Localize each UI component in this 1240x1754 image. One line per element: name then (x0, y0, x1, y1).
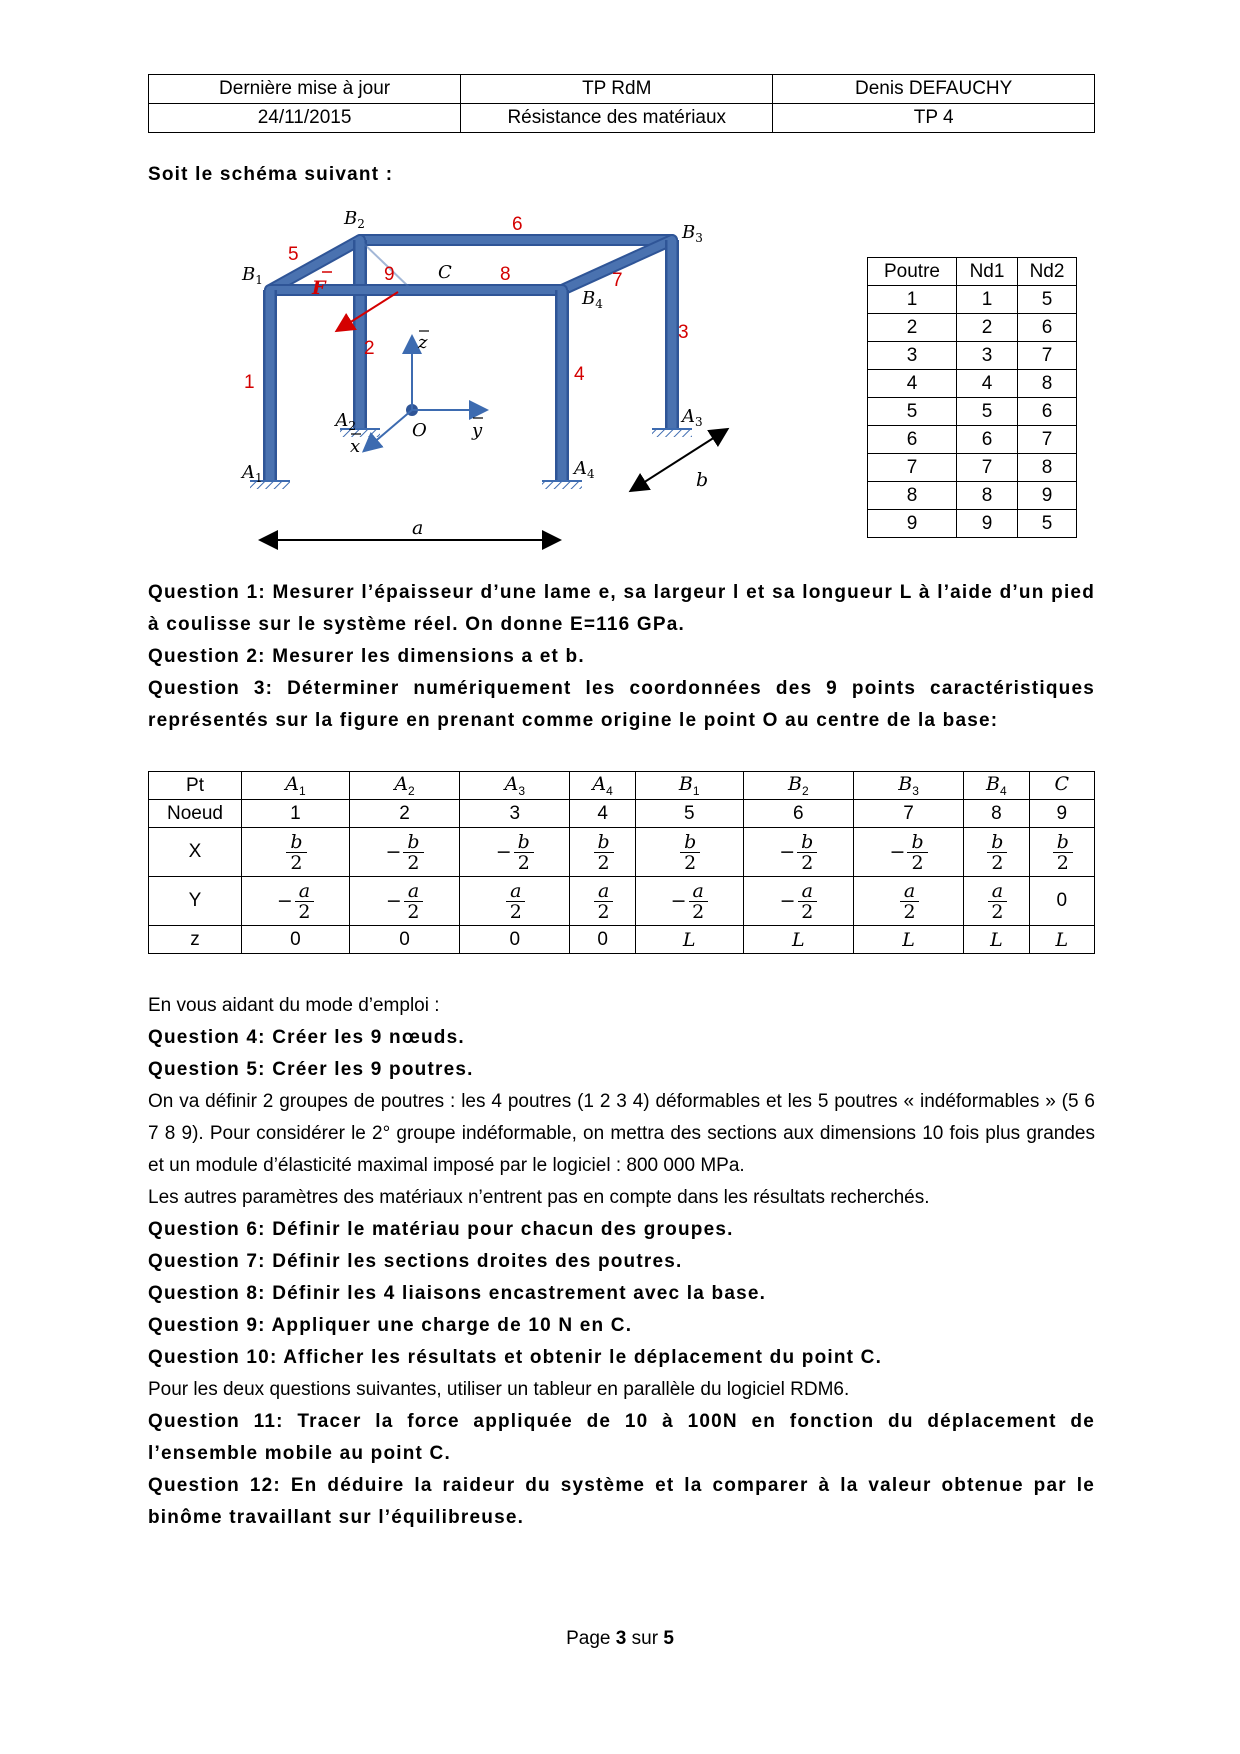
beam-table-cell: 7 (957, 454, 1018, 482)
fraction-denominator: 2 (298, 900, 311, 923)
row-label-x: X (149, 828, 242, 877)
dimension-b-label: b (696, 469, 709, 491)
fraction-body (403, 832, 423, 873)
node-cell: 1 (242, 800, 350, 828)
fraction-sign: − (385, 841, 402, 863)
footer-current-page: 3 (615, 1628, 627, 1649)
point-name-cell (349, 772, 459, 800)
row-label-z: z (149, 926, 242, 954)
beam-table-row (868, 482, 1077, 510)
fraction-body (404, 881, 423, 922)
coord-cell (242, 828, 350, 877)
fraction (284, 832, 306, 873)
z-cell: L (964, 926, 1029, 954)
z-cell: L (1029, 926, 1094, 954)
point-subscript: 4 (1000, 783, 1007, 798)
label-b3: $B_3$ (682, 222, 703, 245)
coord-cell (853, 877, 963, 926)
fraction-denominator: 2 (684, 851, 697, 874)
fraction-body (988, 881, 1007, 922)
point-name: A (394, 773, 409, 796)
question-11: Question 11: Tracer la force appliquée de 10 à 100N en fonction du déplacement de l’ensemble mobile au point C. (148, 1411, 1095, 1464)
fraction-numerator: b (987, 832, 1007, 853)
point-name-cell (570, 772, 635, 800)
point-subscript: 1 (692, 783, 700, 798)
point-name: B (678, 773, 693, 796)
beam-table-row (868, 454, 1077, 482)
point-name: A (504, 773, 519, 796)
question-4: Question 4: Créer les 9 nœuds. (148, 1027, 465, 1048)
fraction-numerator: b (797, 832, 817, 853)
z-cell: 0 (349, 926, 459, 954)
fraction (890, 832, 928, 873)
beam-table-cell: 1 (957, 286, 1018, 314)
beam-number-9: 9 (384, 264, 395, 285)
beam-table-row (868, 314, 1077, 342)
fraction-denominator: 2 (1056, 851, 1069, 874)
z-cell: 0 (570, 926, 635, 954)
point-name: C (1054, 773, 1070, 796)
beam-table-cell: 8 (868, 482, 957, 510)
support-a3 (652, 429, 692, 437)
beam-table-cell: 3 (957, 342, 1018, 370)
axis-x-label: x (350, 436, 361, 457)
coord-cell (1029, 828, 1094, 877)
origin-label: O (412, 420, 427, 441)
point-subscript: 1 (298, 783, 306, 798)
coord-cell (635, 877, 743, 926)
point-name: B (787, 773, 802, 796)
fraction-denominator: 2 (991, 851, 1004, 874)
beam-table-cell: 7 (1018, 342, 1077, 370)
coord-cell (964, 877, 1029, 926)
question-2: Question 2: Mesurer les dimensions a et b. (148, 646, 585, 667)
node-cell: 2 (349, 800, 459, 828)
fraction-denominator: 2 (517, 851, 530, 874)
fraction-denominator: 2 (597, 851, 610, 874)
label-b4: $B_4$ (582, 288, 603, 311)
question-5: Question 5: Créer les 9 poutres. (148, 1059, 474, 1080)
footer-prefix: Page (566, 1628, 611, 1649)
coord-cell (242, 877, 350, 926)
point-name-cell (635, 772, 743, 800)
header-subject: Résistance des matériaux (461, 104, 773, 133)
force-arrow (338, 292, 398, 330)
label-a4: $A_4$ (574, 458, 595, 481)
fraction-body (506, 881, 525, 922)
fraction-numerator: b (1053, 832, 1073, 853)
beam-table-cell: 2 (868, 314, 957, 342)
fraction-body (295, 881, 314, 922)
fraction-denominator: 2 (407, 851, 420, 874)
point-name: A (285, 773, 299, 796)
point-name: B (898, 773, 913, 796)
fraction (504, 881, 525, 922)
beam-table-cell: 1 (868, 286, 957, 314)
fraction-body (680, 832, 700, 873)
question-7: Question 7: Définir les sections droites des poutres. (148, 1251, 683, 1272)
question-12: Question 12: En déduire la raideur du système et la comparer à la valeur obtenue par le binôme travaillant sur l’équilibreuse. (148, 1475, 1095, 1528)
fraction-numerator: a (506, 881, 525, 902)
row-label-y: Y (149, 877, 242, 926)
fraction-body (286, 832, 306, 873)
fraction-body (514, 832, 534, 873)
beam-table-row (868, 342, 1077, 370)
z-cell: 0 (242, 926, 350, 954)
header-date: 24/11/2015 (149, 104, 461, 133)
z-cell: 0 (460, 926, 570, 954)
fraction-numerator: b (680, 832, 700, 853)
fraction (1051, 832, 1073, 873)
fraction-body (798, 881, 817, 922)
beam-table-row (868, 426, 1077, 454)
point-name-cell (460, 772, 570, 800)
fraction-numerator: a (689, 881, 708, 902)
beam-table-cell: 8 (1018, 370, 1077, 398)
fraction-numerator: a (900, 881, 919, 902)
autres-text: Les autres paramètres des matériaux n’entrent pas en compte dans les résultats recherchés. (148, 1187, 930, 1208)
node-cell: 8 (964, 800, 1029, 828)
beam-table-row (868, 286, 1077, 314)
beam-table-cell: 4 (868, 370, 957, 398)
intro-text: Soit le schéma suivant : (148, 164, 394, 185)
force-label: F (312, 277, 326, 299)
coord-cell (635, 828, 743, 877)
fraction (985, 832, 1007, 873)
coord-cell (460, 828, 570, 877)
coord-cell (570, 877, 635, 926)
header-course: TP RdM (461, 75, 773, 104)
fraction (678, 832, 700, 873)
beam-table-cell: 6 (1018, 314, 1077, 342)
node-cell: 9 (1029, 800, 1094, 828)
beam-table-cell: 3 (868, 342, 957, 370)
beam-table-cell: 8 (957, 482, 1018, 510)
fraction-numerator: a (594, 881, 613, 902)
fraction (898, 881, 919, 922)
fraction (386, 881, 423, 922)
row-label-noeud: Noeud (149, 800, 242, 828)
fraction-denominator: 2 (991, 900, 1004, 923)
footer-total-pages: 5 (663, 1628, 674, 1649)
row-label-pt: Pt (149, 772, 242, 800)
question-10: Question 10: Afficher les résultats et obtenir le déplacement du point C. (148, 1347, 883, 1368)
z-cell: L (743, 926, 853, 954)
fraction-sign: − (276, 890, 293, 912)
beam-table-cell: 5 (868, 398, 957, 426)
point-name-cell (853, 772, 963, 800)
beam-table-cell: 8 (1018, 454, 1077, 482)
fraction-sign: − (779, 841, 796, 863)
node-cell: 4 (570, 800, 635, 828)
question-3: Question 3: Déterminer numériquement les coordonnées des 9 points caractéristiques représentés sur la figure en prenant comme origine le point O au centre de la base: (148, 678, 1095, 731)
point-name: A (592, 773, 607, 796)
beam-table-cell: 7 (1018, 426, 1077, 454)
label-a2: $A_2$ (335, 410, 356, 433)
fraction-body (907, 832, 927, 873)
fraction-sign: − (495, 841, 512, 863)
footer-middle: sur (631, 1628, 659, 1649)
support-a4 (542, 481, 582, 489)
beam-table-cell: 9 (957, 510, 1018, 538)
fraction-denominator: 2 (801, 900, 814, 923)
beam-table-cell: 5 (1018, 286, 1077, 314)
aide-text: En vous aidant du mode d’emploi : (148, 995, 440, 1016)
axis-z-label: z (418, 332, 428, 353)
beam-table-body (868, 286, 1077, 538)
header-tp: TP 4 (773, 104, 1095, 133)
header-update-label: Dernière mise à jour (149, 75, 461, 104)
beam-table-cell: 5 (1018, 510, 1077, 538)
fraction (496, 832, 534, 873)
fraction-numerator: a (798, 881, 817, 902)
fraction-denominator: 2 (407, 900, 420, 923)
beam-table-cell: 6 (1018, 398, 1077, 426)
fraction (592, 881, 613, 922)
beam-number-3: 3 (678, 322, 689, 343)
beam-table-header: Nd1 (957, 258, 1018, 286)
fraction-numerator: b (403, 832, 423, 853)
beam-table-row (868, 370, 1077, 398)
fraction-body (594, 832, 614, 873)
point-name-cell (1029, 772, 1094, 800)
fraction-body (987, 832, 1007, 873)
fraction-denominator: 2 (801, 851, 814, 874)
fraction (671, 881, 708, 922)
coord-cell: 0 (1029, 877, 1094, 926)
beam-table-row (868, 510, 1077, 538)
coordinates-table (148, 771, 1095, 954)
beam-table-cell: 6 (868, 426, 957, 454)
point-subscript: 3 (912, 783, 919, 798)
label-b1: $B_1$ (242, 264, 263, 287)
fraction-body (900, 881, 919, 922)
question-9: Question 9: Appliquer une charge de 10 N en C. (148, 1315, 633, 1336)
beam-table-cell: 9 (868, 510, 957, 538)
fraction (779, 832, 817, 873)
fraction-sign: − (385, 890, 402, 912)
point-subscript: 2 (801, 783, 809, 798)
fraction-numerator: b (594, 832, 614, 853)
fraction-body (1053, 832, 1073, 873)
beam-number-8: 8 (500, 264, 511, 285)
question-6: Question 6: Définir le matériau pour chacun des groupes. (148, 1219, 734, 1240)
question-1: Question 1: Mesurer l’épaisseur d’une lame e, sa largeur l et sa longueur L à l’aide d’un pied à coulisse sur le système réel. On donne E=116 GPa. (148, 582, 1095, 635)
header-table (148, 74, 1095, 133)
beam-table-header: Poutre (868, 258, 957, 286)
fraction-sign: − (779, 890, 796, 912)
z-cell: L (635, 926, 743, 954)
node-cell: 5 (635, 800, 743, 828)
beam-table-cell: 4 (957, 370, 1018, 398)
point-name: B (986, 773, 1001, 796)
beam-nodes-table (867, 257, 1077, 538)
tableur-text: Pour les deux questions suivantes, utiliser un tableur en parallèle du logiciel RDM6. (148, 1379, 850, 1400)
frame-diagram (240, 200, 800, 560)
point-subscript: 4 (606, 783, 613, 798)
beam-table-cell: 7 (868, 454, 957, 482)
dimension-b-arrow (632, 430, 726, 490)
beam-number-1: 1 (244, 372, 255, 393)
beam-table-row (868, 398, 1077, 426)
label-c: C (438, 262, 452, 283)
z-cell: L (853, 926, 963, 954)
label-a1: $A_1$ (242, 462, 263, 485)
point-name-cell (743, 772, 853, 800)
fraction-body (594, 881, 613, 922)
beam-number-5: 5 (288, 244, 299, 265)
fraction-numerator: b (514, 832, 534, 853)
fraction-denominator: 2 (903, 900, 916, 923)
page-footer (0, 1628, 1240, 1650)
dimension-a-label: a (412, 517, 424, 539)
coord-cell (743, 877, 853, 926)
coord-cell (743, 828, 853, 877)
fraction-body (797, 832, 817, 873)
beam-table-header: Nd2 (1018, 258, 1077, 286)
header-author: Denis DEFAUCHY (773, 75, 1095, 104)
fraction (986, 881, 1007, 922)
fraction (780, 881, 817, 922)
beam-table-cell: 2 (957, 314, 1018, 342)
fraction-denominator: 2 (911, 851, 924, 874)
fraction-numerator: b (286, 832, 306, 853)
fraction-denominator: 2 (290, 851, 303, 874)
fraction (385, 832, 423, 873)
beam-table-cell: 6 (957, 426, 1018, 454)
coord-cell (964, 828, 1029, 877)
fraction-denominator: 2 (692, 900, 705, 923)
groupes-paragraph: On va définir 2 groupes de poutres : les 4 poutres (1 2 3 4) déformables et les 5 poutres « indéformables » (5 6 7 8 9). Pour considérer le 2° groupe indéformable, on mettra des sections aux dimensions 10 fois plus grandes et un module d’élasticité maximal imposé par le logiciel : 800 000 MPa. (148, 1091, 1095, 1176)
coord-cell (349, 828, 459, 877)
point-name-cell (964, 772, 1029, 800)
node-cell: 7 (853, 800, 963, 828)
beam-number-6: 6 (512, 214, 523, 235)
fraction (592, 832, 614, 873)
fraction (277, 881, 314, 922)
fraction-numerator: a (988, 881, 1007, 902)
coord-cell (460, 877, 570, 926)
coord-cell (853, 828, 963, 877)
label-a3: $A_3$ (682, 406, 703, 429)
fraction-numerator: b (907, 832, 927, 853)
axis-y-label: y (472, 420, 483, 441)
beam-table-cell: 5 (957, 398, 1018, 426)
beam-table-cell: 9 (1018, 482, 1077, 510)
coord-cell (570, 828, 635, 877)
question-8: Question 8: Définir les 4 liaisons encastrement avec la base. (148, 1283, 767, 1304)
beam-number-2: 2 (364, 338, 375, 359)
fraction-sign: − (889, 841, 906, 863)
fraction-denominator: 2 (509, 900, 522, 923)
fraction-body (689, 881, 708, 922)
node-cell: 6 (743, 800, 853, 828)
fraction-numerator: a (404, 881, 423, 902)
point-subscript: 3 (518, 783, 525, 798)
node-cell: 3 (460, 800, 570, 828)
fraction-sign: − (670, 890, 687, 912)
beam-number-4: 4 (574, 364, 585, 385)
coord-cell (349, 877, 459, 926)
fraction-denominator: 2 (597, 900, 610, 923)
point-subscript: 2 (408, 783, 415, 798)
fraction-numerator: a (295, 881, 314, 902)
point-name-cell (242, 772, 350, 800)
label-b2: $B_2$ (344, 208, 365, 231)
beam-number-7: 7 (612, 270, 623, 291)
